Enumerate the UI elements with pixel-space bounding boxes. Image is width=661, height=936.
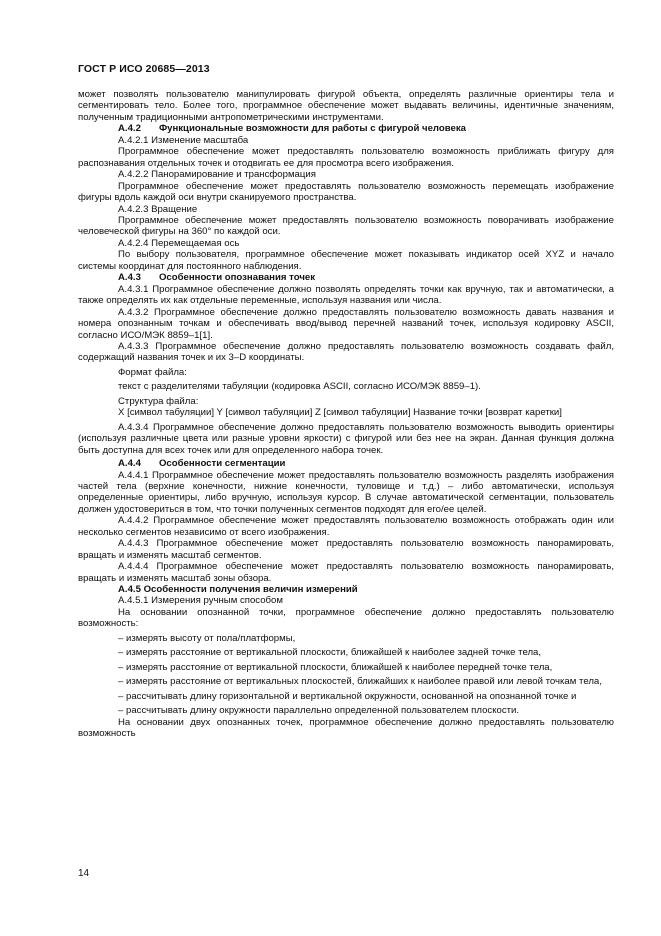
section-number: А.4.3	[118, 272, 141, 284]
paragraph	[78, 249, 614, 272]
paragraph-text: По выбору пользователя, программное обеспечение может показывать индикатор осей XYZ и начало системы координат для постоянного наблюдения.	[78, 249, 614, 272]
paragraph-text: А.4.2.3 Вращение	[118, 203, 198, 215]
paragraph-text: На основании опознанной точки, программное обеспечение должно предоставлять пользователю возможность:	[78, 606, 614, 630]
paragraph-text: А.4.5.1 Измерения ручным способом	[118, 595, 283, 607]
paragraph-text: А.4.3.1 Программное обеспечение должно позволять определять точки как вручную, так и автоматически, а также определять их как отдельные переменные, используя названия или числа.	[78, 283, 614, 307]
paragraph	[78, 662, 614, 673]
paragraph	[78, 204, 614, 215]
paragraph	[78, 607, 614, 630]
paragraph-text: Программное обеспечение может предоставлять пользователю возможность перемещать изображение фигуры вдоль каждой оси внутри сканируемого пространства.	[78, 180, 614, 204]
section-number: А.4.2	[118, 123, 141, 135]
paragraph-text: Особенности опознавания точек	[158, 272, 316, 284]
paragraph-text: А.4.3.2 Программное обеспечение должно предоставлять пользователю возможность давать названия и номера опознанным точкам и обеспечивать ввод/вывод перечней названий точек, используя кодировку ASCII, согласно ИСО/МЭК 8859–1[1].	[78, 306, 614, 341]
section-heading	[78, 458, 614, 469]
paragraph-text: Программное обеспечение может предоставлять пользователю возможность поворачивать изображение человеческой фигуры на 360° по каждой оси.	[78, 214, 614, 238]
paragraph-text: А.4.4.3 Программное обеспечение может предоставлять пользователю возможность панорамировать, вращать и изменять масштаб сегментов.	[78, 538, 614, 561]
paragraph-text: А.4.5 Особенности получения величин измерений	[118, 584, 358, 596]
paragraph	[78, 381, 614, 392]
paragraph	[78, 238, 614, 249]
paragraph-text: Структура файла:	[118, 395, 199, 407]
paragraph-text: А.4.4.4 Программное обеспечение может предоставлять пользователю возможность панорамировать, вращать и изменять масштаб зоны обзора.	[78, 561, 614, 584]
paragraph	[78, 422, 614, 456]
paragraph-text: А.4.4.2 Программное обеспечение может предоставлять пользователю возможность отображать один или несколько сегментов независимо от всего изображения.	[78, 515, 614, 538]
paragraph	[78, 367, 614, 378]
paragraph	[78, 284, 614, 307]
paragraph-text: На основании двух опознанных точек, программное обеспечение должно предоставлять пользователю возможность	[78, 716, 614, 740]
paragraph-text: Функциональные возможности для работы с фигурой человека	[158, 123, 466, 135]
paragraph	[78, 633, 614, 644]
paragraph	[78, 89, 614, 123]
paragraph-text: текст с разделителями табуляции (кодировка ASCII, согласно ИСО/МЭК 8859–1).	[118, 381, 481, 393]
section-heading	[78, 123, 614, 134]
paragraph-text: – измерять расстояние от вертикальных плоскостей, ближайших к наиболее правой или левой точкам тела,	[118, 676, 602, 688]
paragraph-text: Формат файла:	[118, 366, 187, 378]
paragraph-text: А.4.3.4 Программное обеспечение должно предоставлять пользователю возможность выводить ориентиры (используя различные цвета или разные уровни яркости) с фигурой или без нее на экран. Данная функция должна быть доступна для всех точек или для определенного набора точек.	[78, 421, 614, 456]
paragraph	[78, 135, 614, 146]
paragraph	[78, 717, 614, 740]
paragraph	[78, 341, 614, 364]
paragraph	[78, 215, 614, 238]
paragraph-text: – измерять расстояние от вертикальной плоскости, ближайшей к наиболее передней точке тела,	[118, 661, 553, 673]
paragraph	[78, 561, 614, 584]
paragraph-text: А.4.2.4 Перемещаемая ось	[118, 237, 240, 249]
paragraph-text: – измерять расстояние от вертикальной плоскости, ближайшей к наиболее задней точке тела,	[118, 647, 542, 659]
section-heading	[78, 272, 614, 283]
paragraph	[78, 538, 614, 561]
paragraph-text: – рассчитывать длину горизонтальной и вертикальной окружности, основанной на опознанной точке и	[118, 690, 577, 702]
paragraph	[78, 676, 614, 687]
paragraph	[78, 691, 614, 702]
paragraph	[78, 470, 614, 516]
paragraph-text: А.4.3.3 Программное обеспечение должно предоставлять пользователю возможность создавать файл, содержащий названия точек и их 3–D координаты.	[78, 340, 614, 364]
paragraph	[78, 181, 614, 204]
section-heading	[78, 584, 614, 595]
paragraph	[78, 169, 614, 180]
paragraph	[78, 396, 614, 407]
paragraph-text: X [символ табуляции] Y [символ табуляции] Z [символ табуляции] Название точки [возврат каретки]	[118, 407, 562, 419]
paragraph	[78, 307, 614, 341]
paragraph	[78, 515, 614, 538]
paragraph-text: А.4.4.1 Программное обеспечение может предоставлять пользователю возможность разделять изображения частей тела (верхние конечности, нижние конечности, туловище и т.д.) – либо автоматически, используя определенные ориентиры, либо вручную, используя курсор. В случае автоматической сегментации, пользователь должен удостовериться в том, что точки полученных сегментов подходят для его/ее целей.	[78, 469, 614, 515]
paragraph	[78, 647, 614, 658]
paragraph-text: может позволять пользователю манипулировать фигурой объекта, определять различные ориентиры тела и сегментировать тело. Более того, программное обеспечение может выдавать величины, идентичные значениям, полученным традиционными антропометрическими инструментами.	[78, 89, 614, 123]
section-number: А.4.4	[118, 458, 141, 470]
paragraph-text: А.4.2.2 Панорамирование и трансформация	[118, 169, 316, 181]
paragraph	[78, 595, 614, 606]
document-body	[78, 89, 614, 739]
page-number: 14	[78, 868, 90, 879]
paragraph	[78, 407, 614, 418]
paragraph-text: Особенности сегментации	[158, 458, 286, 470]
paragraph-text: – рассчитывать длину окружности параллельно определенной пользователем плоскости.	[118, 705, 520, 717]
paragraph	[78, 705, 614, 716]
paragraph-text: – измерять высоту от пола/платформы,	[118, 632, 296, 644]
paragraph-text: Программное обеспечение может предоставлять пользователю возможность приближать фигуру для распознавания отдельных точек и отодвигать ее для просмотра всего изображения.	[78, 146, 614, 169]
document-header: ГОСТ Р ИСО 20685—2013	[78, 63, 210, 75]
paragraph-text: А.4.2.1 Изменение масштаба	[118, 134, 249, 146]
paragraph	[78, 146, 614, 169]
